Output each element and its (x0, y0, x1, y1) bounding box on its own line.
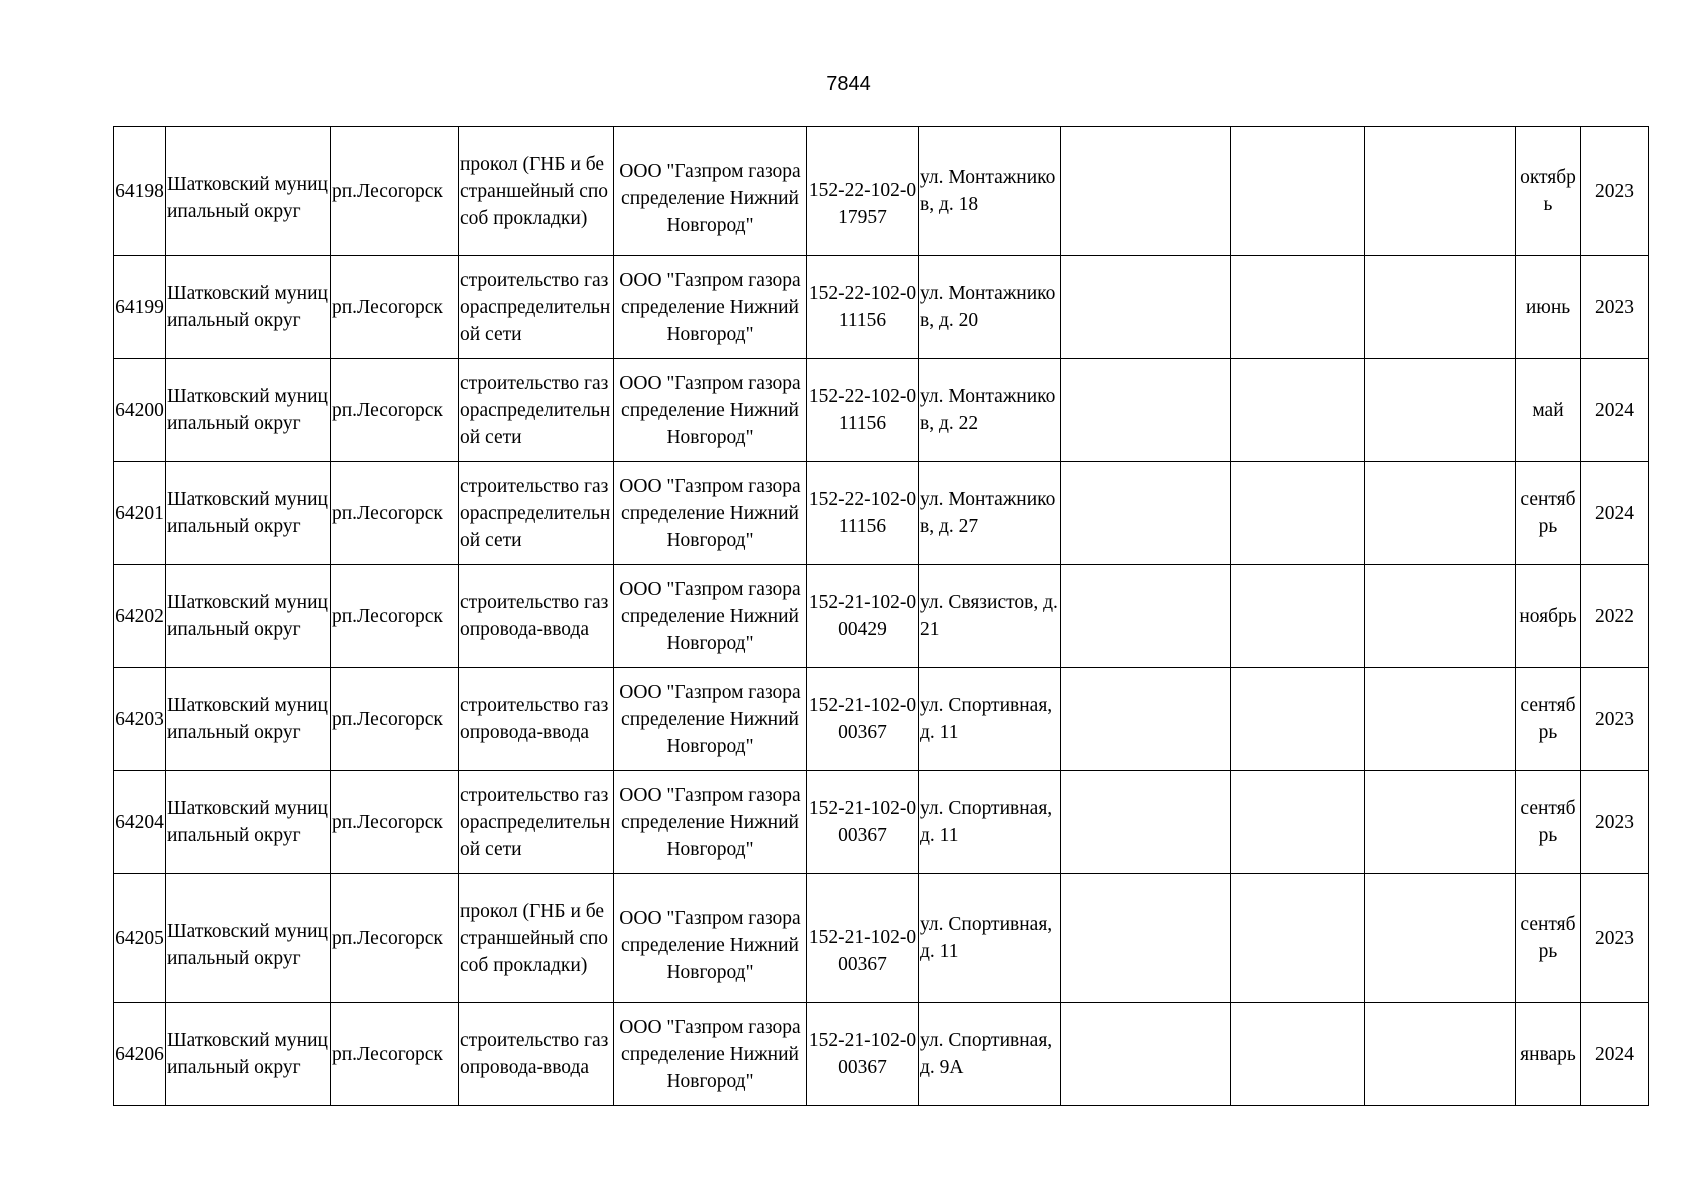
cell-year: 2023 (1581, 668, 1649, 771)
cell-empty (1365, 874, 1516, 1003)
cell-settlement: рп.Лесогорск (331, 565, 459, 668)
cell-year: 2024 (1581, 1003, 1649, 1106)
cell-organization: ООО "Газпром газораспределение Нижний Новгород" (614, 668, 807, 771)
table-row (114, 771, 1649, 874)
cell-empty (1365, 668, 1516, 771)
cell-organization: ООО "Газпром газораспределение Нижний Новгород" (614, 565, 807, 668)
cell-month: ноябрь (1516, 565, 1581, 668)
cell-address: ул. Монтажников, д. 18 (919, 127, 1061, 256)
cell-district: Шатковский муниципальный округ (166, 127, 331, 256)
table-row (114, 874, 1649, 1003)
cell-address: ул. Спортивная, д. 11 (919, 874, 1061, 1003)
cell-month: сентябрь (1516, 668, 1581, 771)
cell-district: Шатковский муниципальный округ (166, 1003, 331, 1106)
cell-number: 64204 (114, 771, 166, 874)
cell-empty (1365, 565, 1516, 668)
cell-district: Шатковский муниципальный округ (166, 668, 331, 771)
cell-organization: ООО "Газпром газораспределение Нижний Новгород" (614, 771, 807, 874)
cell-registry-code: 152-21-102-000367 (807, 771, 919, 874)
table-row (114, 668, 1649, 771)
cell-work-type: строительство газопровода-ввода (459, 565, 614, 668)
cell-year: 2022 (1581, 565, 1649, 668)
cell-empty (1231, 771, 1365, 874)
cell-address: ул. Спортивная, д. 11 (919, 668, 1061, 771)
cell-district: Шатковский муниципальный округ (166, 771, 331, 874)
cell-year: 2024 (1581, 359, 1649, 462)
cell-settlement: рп.Лесогорск (331, 1003, 459, 1106)
cell-empty (1231, 1003, 1365, 1106)
cell-settlement: рп.Лесогорск (331, 462, 459, 565)
cell-empty (1231, 874, 1365, 1003)
cell-empty (1061, 565, 1231, 668)
cell-empty (1365, 1003, 1516, 1106)
cell-number: 64206 (114, 1003, 166, 1106)
cell-work-type: строительство газораспределительной сети (459, 462, 614, 565)
cell-empty (1061, 256, 1231, 359)
cell-empty (1365, 771, 1516, 874)
table-row (114, 127, 1649, 256)
cell-number: 64199 (114, 256, 166, 359)
cell-month: январь (1516, 1003, 1581, 1106)
cell-registry-code: 152-21-102-000367 (807, 668, 919, 771)
cell-work-type: строительство газопровода-ввода (459, 668, 614, 771)
cell-work-type: строительство газопровода-ввода (459, 1003, 614, 1106)
cell-organization: ООО "Газпром газораспределение Нижний Новгород" (614, 256, 807, 359)
table-row (114, 256, 1649, 359)
cell-empty (1061, 1003, 1231, 1106)
cell-empty (1061, 668, 1231, 771)
cell-empty (1061, 127, 1231, 256)
cell-district: Шатковский муниципальный округ (166, 359, 331, 462)
cell-address: ул. Монтажников, д. 27 (919, 462, 1061, 565)
cell-registry-code: 152-22-102-011156 (807, 462, 919, 565)
cell-number: 64205 (114, 874, 166, 1003)
cell-empty (1231, 256, 1365, 359)
cell-year: 2023 (1581, 127, 1649, 256)
cell-registry-code: 152-21-102-000367 (807, 874, 919, 1003)
cell-month: июнь (1516, 256, 1581, 359)
cell-organization: ООО "Газпром газораспределение Нижний Новгород" (614, 874, 807, 1003)
cell-settlement: рп.Лесогорск (331, 359, 459, 462)
cell-empty (1231, 668, 1365, 771)
cell-address: ул. Спортивная, д. 9А (919, 1003, 1061, 1106)
cell-empty (1061, 462, 1231, 565)
table-row (114, 565, 1649, 668)
cell-empty (1231, 462, 1365, 565)
cell-address: ул. Спортивная, д. 11 (919, 771, 1061, 874)
cell-number: 64203 (114, 668, 166, 771)
cell-settlement: рп.Лесогорск (331, 127, 459, 256)
cell-organization: ООО "Газпром газораспределение Нижний Новгород" (614, 462, 807, 565)
cell-address: ул. Монтажников, д. 22 (919, 359, 1061, 462)
cell-year: 2023 (1581, 874, 1649, 1003)
cell-address: ул. Связистов, д. 21 (919, 565, 1061, 668)
cell-month: сентябрь (1516, 771, 1581, 874)
cell-settlement: рп.Лесогорск (331, 668, 459, 771)
cell-empty (1365, 359, 1516, 462)
cell-organization: ООО "Газпром газораспределение Нижний Новгород" (614, 359, 807, 462)
cell-month: сентябрь (1516, 874, 1581, 1003)
cell-address: ул. Монтажников, д. 20 (919, 256, 1061, 359)
cell-empty (1365, 256, 1516, 359)
cell-number: 64198 (114, 127, 166, 256)
cell-organization: ООО "Газпром газораспределение Нижний Новгород" (614, 1003, 807, 1106)
cell-district: Шатковский муниципальный округ (166, 565, 331, 668)
cell-district: Шатковский муниципальный округ (166, 256, 331, 359)
cell-work-type: строительство газораспределительной сети (459, 256, 614, 359)
cell-month: октябрь (1516, 127, 1581, 256)
cell-empty (1365, 127, 1516, 256)
cell-year: 2024 (1581, 462, 1649, 565)
cell-registry-code: 152-22-102-011156 (807, 256, 919, 359)
table-row (114, 462, 1649, 565)
cell-work-type: прокол (ГНБ и бестраншейный способ прокладки) (459, 127, 614, 256)
cell-registry-code: 152-22-102-011156 (807, 359, 919, 462)
cell-month: сентябрь (1516, 462, 1581, 565)
registry-table (113, 126, 1649, 1106)
table-row (114, 359, 1649, 462)
table-row (114, 1003, 1649, 1106)
cell-settlement: рп.Лесогорск (331, 256, 459, 359)
cell-registry-code: 152-21-102-000367 (807, 1003, 919, 1106)
cell-number: 64200 (114, 359, 166, 462)
registry-table-body (114, 127, 1649, 1106)
cell-registry-code: 152-21-102-000429 (807, 565, 919, 668)
cell-empty (1231, 127, 1365, 256)
cell-district: Шатковский муниципальный округ (166, 874, 331, 1003)
cell-number: 64201 (114, 462, 166, 565)
cell-year: 2023 (1581, 771, 1649, 874)
cell-empty (1061, 874, 1231, 1003)
cell-number: 64202 (114, 565, 166, 668)
cell-empty (1231, 565, 1365, 668)
cell-organization: ООО "Газпром газораспределение Нижний Новгород" (614, 127, 807, 256)
cell-year: 2023 (1581, 256, 1649, 359)
cell-work-type: строительство газораспределительной сети (459, 771, 614, 874)
cell-work-type: прокол (ГНБ и бестраншейный способ прокладки) (459, 874, 614, 1003)
cell-settlement: рп.Лесогорск (331, 874, 459, 1003)
cell-empty (1061, 771, 1231, 874)
cell-work-type: строительство газораспределительной сети (459, 359, 614, 462)
cell-empty (1061, 359, 1231, 462)
cell-empty (1365, 462, 1516, 565)
cell-month: май (1516, 359, 1581, 462)
cell-empty (1231, 359, 1365, 462)
cell-registry-code: 152-22-102-017957 (807, 127, 919, 256)
cell-settlement: рп.Лесогорск (331, 771, 459, 874)
page-number: 7844 (826, 73, 871, 95)
cell-district: Шатковский муниципальный округ (166, 462, 331, 565)
